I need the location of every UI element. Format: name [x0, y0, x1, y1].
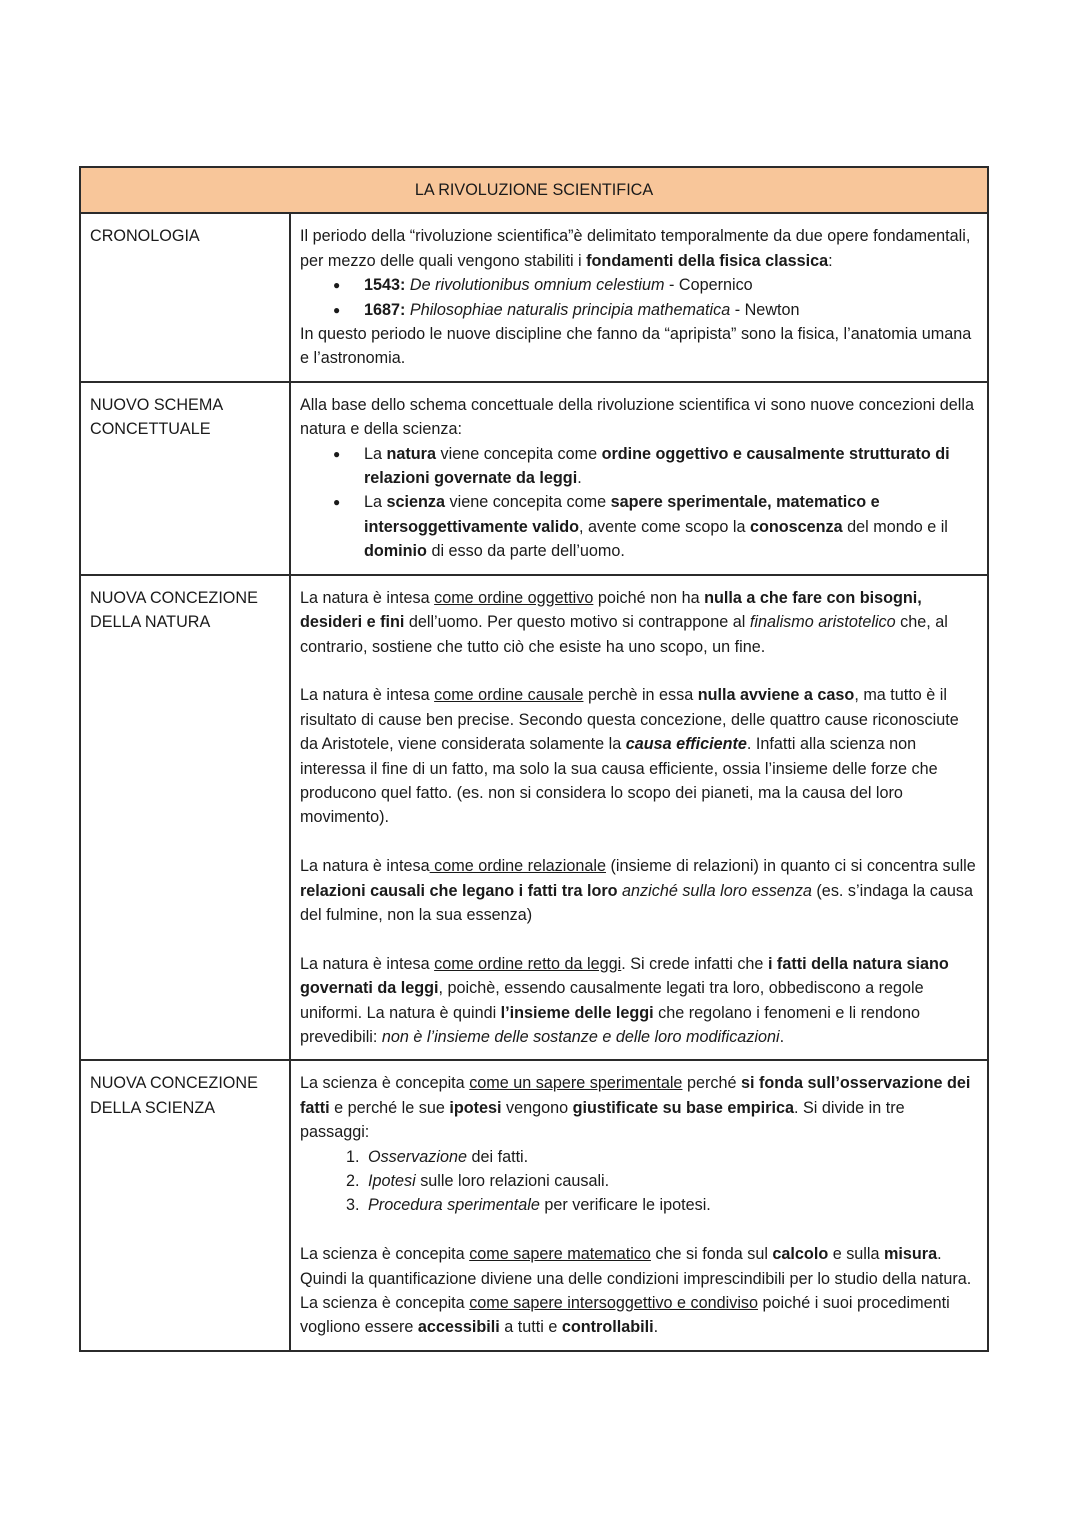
bold-span: si fonda sull’osservazione dei fatti	[300, 1074, 971, 1117]
text-span: La	[364, 444, 387, 463]
text-span: (insieme di relazioni) in quanto ci si concentra sulle	[605, 857, 976, 876]
text-span: :	[828, 251, 833, 270]
scienza-paragraph-intersoggettivo	[300, 1291, 978, 1340]
text-span: poiché non ha	[593, 588, 705, 607]
text-span: poiché i suoi procedimenti vogliono essere	[300, 1294, 950, 1337]
list-item	[364, 1169, 978, 1193]
bold-span: i fatti della natura siano governati da leggi	[300, 954, 949, 998]
works-list	[300, 273, 978, 322]
italic-span: Osservazione	[368, 1147, 467, 1166]
row-schema	[80, 382, 988, 575]
cronologia-outro: In questo periodo le nuove discipline che fanno da “apripista” sono la fisica, l’anatomia umana e l’astronomia.	[300, 325, 972, 368]
row-label-natura: NUOVA CONCEZIONE DELLA NATURA	[80, 575, 290, 1061]
text-span: che, al contrario, sostiene che tutto ciò che esiste ha uno scopo, un fine.	[300, 613, 948, 656]
bold-span: accessibili	[417, 1318, 500, 1337]
underlined-span: come sapere matematico	[469, 1245, 651, 1264]
text-span: dei fatti.	[466, 1147, 529, 1166]
text-span: . Si crede infatti che	[621, 954, 768, 973]
list-item	[364, 298, 978, 322]
bold-span: sapere sperimentale, matematico e intersoggettivamente valido	[364, 493, 880, 536]
text-span: La natura è intesa	[300, 588, 435, 607]
bold-span: relazioni causali che legano i fatti tra loro	[300, 881, 618, 900]
text-span: viene concepita come	[445, 493, 611, 512]
text-span: perché	[682, 1074, 741, 1093]
list-item	[364, 1193, 978, 1217]
text-span: (es. s’indaga la causa del fulmine, non la sua essenza)	[300, 881, 973, 924]
row-label-scienza: NUOVA CONCEZIONE DELLA SCIENZA	[80, 1060, 290, 1350]
title-row	[80, 167, 988, 213]
text-span: .	[779, 1027, 785, 1046]
scienza-paragraph-matematico	[300, 1242, 978, 1291]
row-label-cronologia: CRONOLOGIA	[80, 213, 290, 381]
italic-span: anziché sulla loro essenza	[622, 881, 812, 900]
text-span: vengono	[501, 1098, 573, 1117]
underlined-span: come ordine retto da leggi	[434, 954, 622, 973]
text-span: viene concepita come	[436, 444, 602, 463]
italic-span: finalismo aristotelico	[749, 613, 896, 632]
text-span: La natura è intesa	[300, 954, 435, 973]
year-label: 1687:	[364, 300, 406, 319]
work-author: - Copernico	[664, 276, 753, 295]
bold-span: l’insieme delle leggi	[500, 1003, 654, 1022]
underlined-span: come ordine causale	[434, 686, 584, 705]
bold-span: nulla avviene a caso	[697, 686, 855, 705]
text-span: . Si divide in tre passaggi:	[300, 1098, 905, 1142]
italic-span: non è l’insieme delle sostanze e delle loro modificazioni	[381, 1027, 780, 1046]
natura-paragraph-oggettivo	[300, 586, 978, 659]
scienza-paragraph-sperimentale	[300, 1071, 978, 1144]
text-span: e sulla	[828, 1245, 884, 1264]
bold-span: misura	[884, 1245, 938, 1264]
natura-paragraph-causale	[300, 683, 978, 829]
row-content-schema	[290, 382, 988, 575]
bold-span: nulla a che fare con bisogni, desideri e fini	[300, 588, 922, 632]
text-span: La natura è intesa	[300, 686, 435, 705]
list-item	[364, 1145, 978, 1169]
text-span: La scienza è concepita	[300, 1245, 470, 1264]
work-author: - Newton	[730, 300, 800, 319]
bold-span: natura	[386, 444, 436, 463]
bold-span: fondamenti della fisica classica	[586, 251, 829, 270]
text-span: perchè in essa	[583, 686, 698, 705]
text-span: .	[653, 1318, 659, 1337]
list-item	[364, 490, 978, 563]
year-label: 1543:	[364, 276, 406, 295]
row-scienza	[80, 1060, 988, 1350]
table-title: LA RIVOLUZIONE SCIENTIFICA	[80, 167, 988, 213]
underlined-span: come ordine relazionale	[429, 857, 606, 876]
summary-table	[79, 166, 989, 1352]
schema-intro: Alla base dello schema concettuale della rivoluzione scientifica vi sono nuove concezioni della natura e della scienza:	[300, 395, 974, 439]
text-span: per verificare le ipotesi.	[539, 1196, 711, 1215]
text-span: , ma tutto è il risultato di cause ben precise. Secondo questa concezione, delle quattro cause riconosciute da Aristotele, viene considerata solamente la	[300, 686, 959, 754]
text-span: , poichè, essendo causalmente legati tra loro, obbediscono a regole uniformi. La natura è quindi	[300, 979, 924, 1022]
italic-span: Ipotesi	[368, 1171, 416, 1190]
row-label-schema: NUOVO SCHEMA CONCETTUALE	[80, 382, 290, 575]
text-span: Il periodo della “rivoluzione scientifica”è delimitato temporalmente da due opere fondamentali, per mezzo delle quali vengono stabiliti i	[300, 227, 971, 270]
row-content-natura	[290, 575, 988, 1061]
text-span: di esso da parte dell’uomo.	[426, 542, 625, 561]
bold-span: scienza	[386, 493, 446, 512]
natura-paragraph-relazionale	[300, 854, 978, 927]
text-span: a tutti e	[499, 1318, 562, 1337]
text-span: La natura è intesa	[300, 857, 430, 876]
text-span: La	[364, 493, 387, 512]
row-cronologia	[80, 213, 988, 381]
text-span: , avente come scopo la	[578, 517, 750, 536]
bold-italic-span: causa efficiente	[625, 735, 747, 754]
row-content-scienza	[290, 1060, 988, 1350]
bold-span: conoscenza	[749, 517, 843, 536]
bold-span: dominio	[364, 542, 427, 561]
underlined-span: come un sapere sperimentale	[469, 1074, 683, 1093]
text-span: sulle loro relazioni causali.	[415, 1171, 610, 1190]
work-title: De rivolutionibus omnium celestium	[409, 276, 665, 295]
text-span: . Quindi la quantificazione diviene una delle condizioni imprescindibili per lo studio della natura.	[300, 1245, 972, 1288]
text-span: del mondo e il	[842, 517, 948, 536]
text-span: che si fonda sul	[650, 1245, 773, 1264]
text-span: . Infatti alla scienza non interessa il fine di un fatto, ma solo la sua causa efficiente, ossia l’insieme delle forze che producono quel fatto. (es. non si considera lo scopo dei pianeti, ma la causa del loro movimento).	[300, 735, 938, 827]
bold-span: ordine oggettivo e causalmente strutturato di relazioni governate da leggi	[364, 444, 950, 488]
bold-span: controllabili	[561, 1318, 654, 1337]
work-title: Philosophiae naturalis principia mathematica	[409, 300, 731, 319]
cronologia-intro	[300, 224, 978, 273]
text-span: .	[577, 469, 582, 488]
natura-paragraph-leggi	[300, 952, 978, 1050]
row-content-cronologia	[290, 213, 988, 381]
list-item	[364, 442, 978, 491]
bold-span: calcolo	[772, 1245, 829, 1264]
bold-span: ipotesi	[449, 1098, 502, 1117]
schema-list	[300, 442, 978, 564]
underlined-span: come sapere intersoggettivo e condiviso	[469, 1294, 759, 1312]
text-span: e perché le sue	[329, 1098, 450, 1117]
row-natura	[80, 575, 988, 1061]
list-item	[364, 273, 978, 297]
text-span: dell’uomo. Per questo motivo si contrappone al	[404, 613, 750, 632]
underlined-span: come ordine oggettivo	[434, 588, 594, 607]
text-span: che regolano i fenomeni e li rendono prevedibili:	[300, 1003, 920, 1046]
text-span: La scienza è concepita	[300, 1294, 470, 1312]
text-span: La scienza è concepita	[300, 1074, 470, 1093]
steps-list	[300, 1145, 978, 1218]
italic-span: Procedura sperimentale	[368, 1196, 540, 1215]
bold-span: giustificate su base empirica	[572, 1098, 794, 1117]
